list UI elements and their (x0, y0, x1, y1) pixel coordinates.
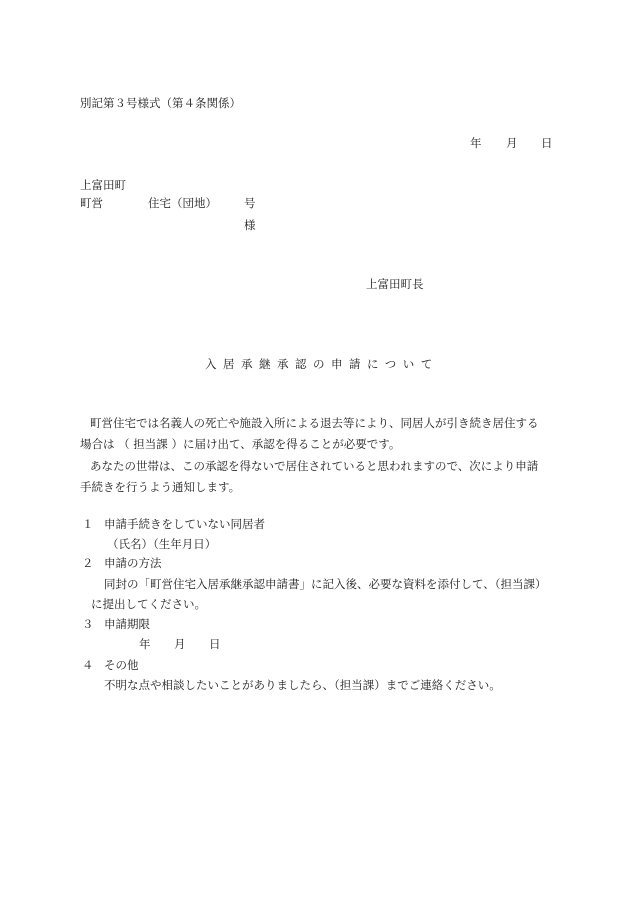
form-label: 別記第３号様式（第４条関係） (80, 96, 241, 110)
item-number: ３ (82, 617, 94, 631)
paragraph2-line1: あなたの世帯は、この承認を得ないで居住されていると思われますので、次により申請 (90, 459, 539, 473)
item-number: １ (82, 517, 94, 531)
addressee-housing-prefix: 町営 (80, 196, 103, 210)
paragraph1-line2: 場合は （ 担当課 ）に届け出て、承認を得ることが必要です。 (80, 437, 401, 451)
addressee-housing-suffix: 号 (244, 196, 256, 210)
sender-name: 上富田町長 (366, 277, 424, 291)
paragraph2-line2: 手続きを行うよう通知します。 (80, 480, 241, 494)
deadline-day-label: 日 (209, 637, 221, 651)
item-heading: その他 (104, 658, 139, 672)
addressee-housing-middle: 住宅（団地） (148, 196, 217, 210)
item-heading: 申請の方法 (104, 556, 162, 570)
item-number: ２ (82, 556, 94, 570)
item-detail: 不明な点や相談したいことがありましたら、（担当課）までご連絡ください。 (104, 678, 501, 692)
date-year-label: 年 (470, 136, 482, 150)
item-number: ４ (82, 658, 94, 672)
item-heading: 申請手続きをしていない同居者 (104, 517, 265, 531)
item-heading: 申請期限 (104, 617, 150, 631)
date-month-label: 月 (506, 136, 518, 150)
addressee-town: 上富田町 (80, 178, 126, 192)
paragraph1-line1: 町営住宅では名義人の死亡や施設入所による退去等により、同居人が引き続き居住する (90, 416, 539, 430)
item-detail: （氏名）（生年月日） (107, 537, 217, 551)
item-detail-line1: 同封の「町営住宅入居承継承認申請書」に記入後、必要な資料を添付して、（担当課） (104, 577, 547, 591)
addressee-honorific: 様 (244, 218, 256, 232)
deadline-month-label: 月 (174, 637, 186, 651)
item-detail-line2: に提出してください。 (91, 597, 206, 611)
date-day-label: 日 (541, 136, 553, 150)
document-title: 入居承継承認の申請について (205, 357, 439, 371)
deadline-year-label: 年 (139, 637, 151, 651)
